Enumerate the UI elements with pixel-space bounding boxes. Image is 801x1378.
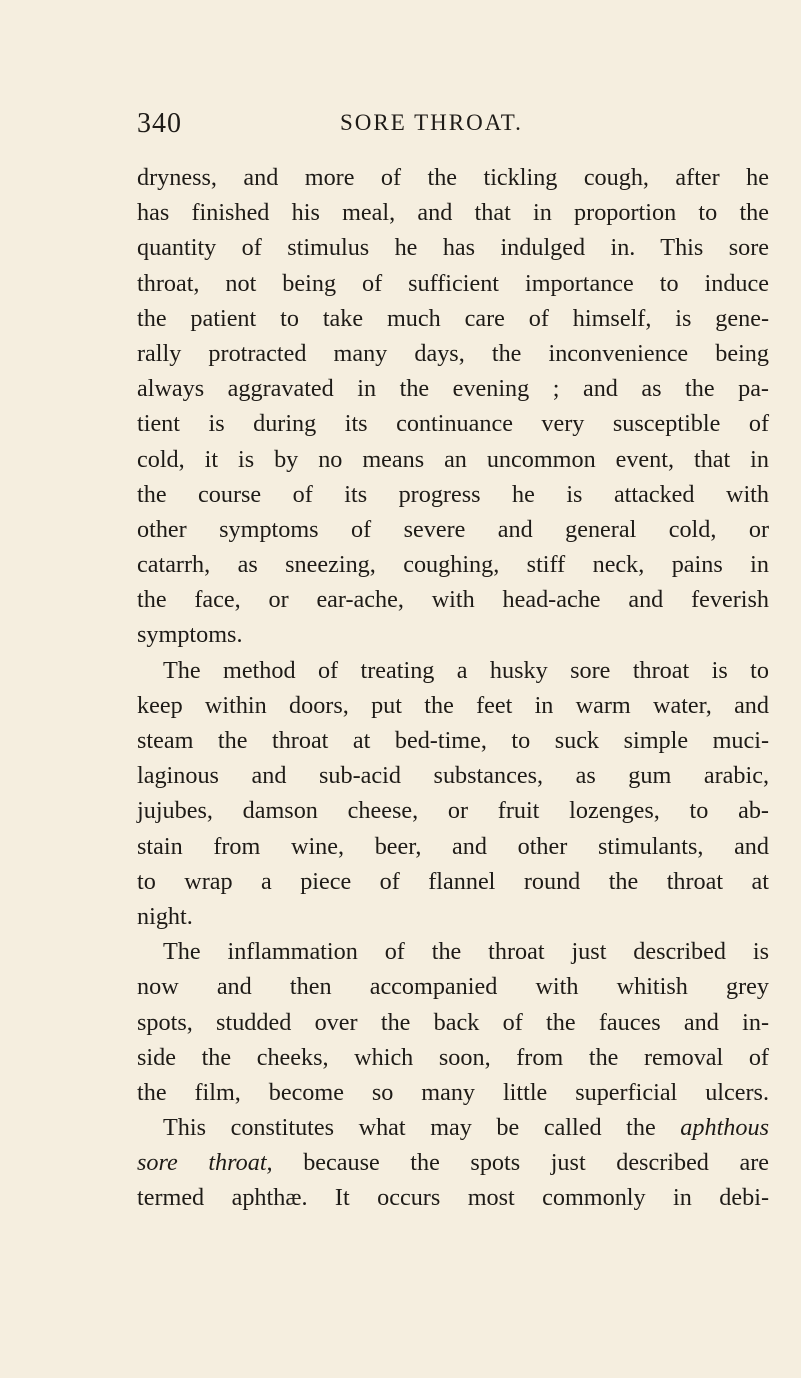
text-line: cold, it is by no means an uncommon event, that in <box>137 445 769 473</box>
text-line: night. <box>137 902 193 930</box>
text-line: always aggravated in the evening ; and as the pa- <box>137 375 769 403</box>
page-number: 340 <box>137 108 182 139</box>
text-line: The method of treating a husky sore throat is to <box>163 656 769 684</box>
text-line: tient is during its continuance very susceptible of <box>137 410 769 438</box>
italic-term: sore throat, <box>137 1149 273 1177</box>
text-line: jujubes, damson cheese, or fruit lozenges, to ab- <box>137 797 769 825</box>
text-line: stain from wine, beer, and other stimulants, and <box>137 832 769 860</box>
italic-term: aphthous <box>680 1114 769 1142</box>
text-line: rally protracted many days, the inconvenience being <box>137 339 769 367</box>
running-head: SORE THROAT. <box>340 110 523 135</box>
text-line: side the cheeks, which soon, from the removal of <box>137 1043 769 1071</box>
text-line: dryness, and more of the tickling cough, after he <box>137 164 769 191</box>
text-line: spots, studded over the back of the fauces and in- <box>137 1008 769 1036</box>
text-line: throat, not being of sufficient importance to induce <box>137 269 769 297</box>
text-line: the film, become so many little superficial ulcers. <box>137 1078 769 1106</box>
text-line: other symptoms of severe and general cold, or <box>137 515 769 543</box>
text-line <box>137 1145 769 1180</box>
text-line: the patient to take much care of himself, is gene- <box>137 304 769 332</box>
text-line: termed aphthæ. It occurs most commonly in debi- <box>137 1184 769 1212</box>
text-line: laginous and sub-acid substances, as gum arabic, <box>137 762 769 790</box>
text-fragment: This constitutes what may be called the <box>163 1114 656 1142</box>
text-line: the face, or ear-ache, with head-ache and feverish <box>137 586 769 614</box>
page-header <box>137 108 707 148</box>
text-line: to wrap a piece of flannel round the throat at <box>137 867 769 895</box>
body-text <box>137 160 769 1216</box>
text-line: The inflammation of the throat just described is <box>163 938 769 966</box>
text-line: symptoms. <box>137 621 243 649</box>
text-line: has finished his meal, and that in proportion to the <box>137 199 769 227</box>
text-line: the course of its progress he is attacked with <box>137 480 769 508</box>
text-line: quantity of stimulus he has indulged in. This sore <box>137 234 769 262</box>
text-line: catarrh, as sneezing, coughing, stiff neck, pains in <box>137 551 769 579</box>
text-line: steam the throat at bed-time, to suck simple muci- <box>137 727 769 754</box>
text-line <box>137 1110 769 1145</box>
text-fragment: because the spots just described are <box>303 1149 769 1177</box>
text-line: keep within doors, put the feet in warm water, and <box>137 691 769 719</box>
text-line: now and then accompanied with whitish grey <box>137 973 769 1001</box>
